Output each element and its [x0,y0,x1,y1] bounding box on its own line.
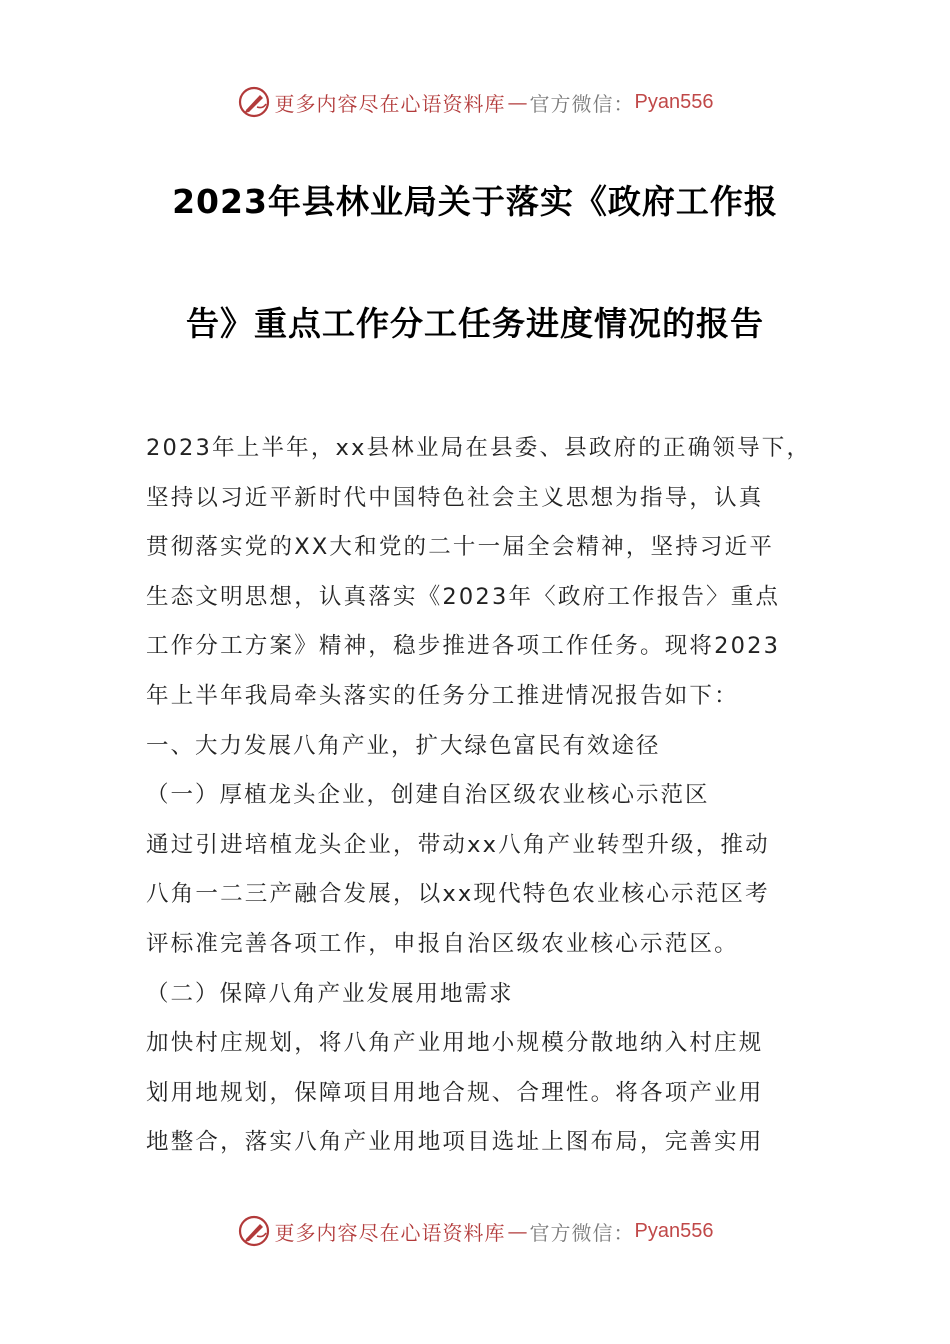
body-line: 评标准完善各项工作，申报自治区级农业核心示范区。 [146,930,739,957]
body-line: 贯彻落实党的XX大和党的二十一届全会精神，坚持习近平 [146,534,775,561]
watermark-text: 更多内容尽在心语资料库 [274,1220,506,1245]
subsection-heading: （二）保障八角产业发展用地需求 [146,980,514,1007]
watermark-dash: — [507,90,528,114]
document-title-line-1: 2023年县林业局关于落实《政府工作报 [172,182,778,221]
document-title-line-2: 告》重点工作分工任务进度情况的报告 [186,304,764,343]
body-line: 八角一二三产融合发展，以xx现代特色农业核心示范区考 [146,881,770,908]
body-line: 地整合，落实八角产业用地项目选址上图布局，完善实用 [146,1129,764,1156]
watermark-header [0,82,950,122]
body-line: 坚持以习近平新时代中国特色社会主义思想为指导，认真 [146,484,764,511]
watermark-label: 官方微信： [529,91,635,116]
body-line: 年上半年我局牵头落实的任务分工推进情况报告如下： [146,682,739,709]
body-line: 工作分工方案》精神，稳步推进各项工作任务。现将2023 [146,633,781,660]
body-line: 生态文明思想，认真落实《2023年〈政府工作报告〉重点 [146,583,781,610]
body-line: 划用地规划，保障项目用地合规、合理性。将各项产业用 [146,1079,764,1106]
body-line: 2023年上半年，xx县林业局在县委、县政府的正确领导下， [146,435,812,461]
section-heading: 一、大力发展八角产业，扩大绿色富民有效途径 [146,732,661,759]
watermark-footer [0,1211,950,1251]
subsection-heading: （一）厚植龙头企业，创建自治区级农业核心示范区 [146,782,710,809]
watermark-wechat-id: Pyan556 [634,1219,714,1242]
watermark-wechat-id: Pyan556 [634,90,714,113]
watermark-text: 更多内容尽在心语资料库 [274,91,506,116]
pen-logo-icon [237,1214,271,1248]
watermark-dash: — [507,1219,528,1243]
body-line: 加快村庄规划，将八角产业用地小规模分散地纳入村庄规 [146,1030,764,1057]
watermark-label: 官方微信： [529,1220,635,1245]
pen-logo-icon [237,85,271,119]
body-line: 通过引进培植龙头企业，带动xx八角产业转型升级，推动 [146,831,770,858]
document-body [146,424,811,1168]
